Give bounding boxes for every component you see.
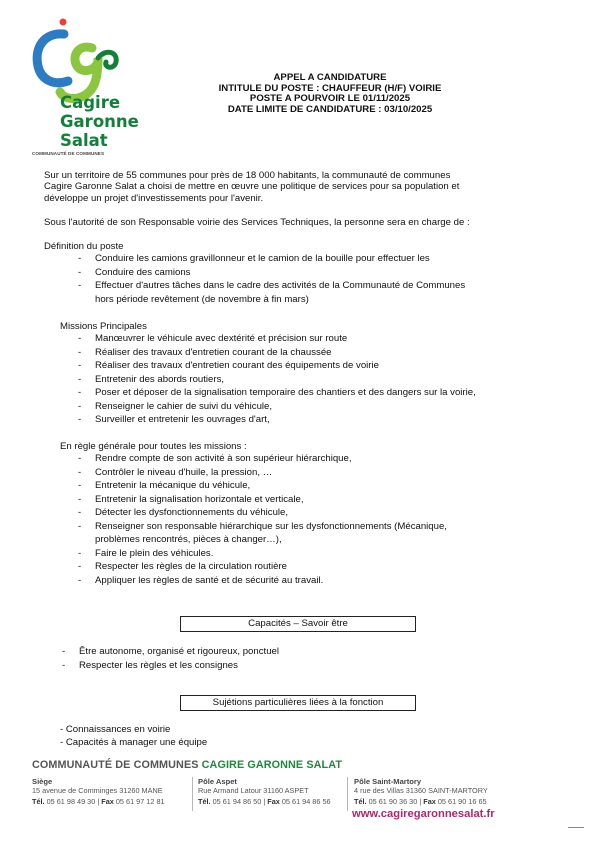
footer-martory: [354, 777, 524, 807]
website-link[interactable]: www.cagiregaronnesalat.fr: [352, 808, 495, 820]
header-line-4: DATE LIMITE DE CANDIDATURE : 03/10/2025: [227, 103, 433, 115]
list-item-continuation: problèmes rencontrés, pièces à changer…),: [95, 534, 282, 545]
footer-divider: [347, 777, 348, 811]
list-item: - Entretenir la signalisation horizontale et verticale,: [78, 493, 447, 507]
list-item: - Détecter les dysfonctionnements du véhicule,: [78, 506, 447, 520]
sujetions-list: [60, 724, 207, 749]
announcement-header: [190, 73, 470, 115]
office-name: Pôle Saint-Martory: [354, 777, 422, 786]
header-line-1: APPEL A CANDIDATURE: [273, 72, 387, 83]
office-phones: Tél. 05 61 90 36 30 | Fax 05 61 90 16 65: [354, 796, 487, 806]
footer-title: [32, 759, 342, 771]
office-phones: Tél. 05 61 98 49 30 | Fax 05 61 97 12 81: [32, 796, 165, 806]
office-name: Siège: [32, 777, 53, 786]
list-item: - Manœuvrer le véhicule avec dextérité et précision sur route: [78, 332, 476, 346]
intro-line-2: Cagire Garonne Salat a choisi de mettre en œuvre une politique de services pour sa population et: [44, 181, 460, 193]
list-item: - Renseigner le cahier de suivi du véhicule,: [78, 400, 476, 414]
list-item: - Respecter les règles et les consignes: [62, 659, 279, 673]
office-name: Pôle Aspet: [198, 777, 237, 786]
missions-list: [78, 332, 476, 427]
capacites-list: [62, 645, 279, 672]
list-item: - Appliquer les règles de santé et de sécurité au travail.: [78, 574, 447, 588]
list-item-continuation: hors période revêtement (de novembre à fin mars): [95, 293, 309, 305]
general-list: [78, 452, 447, 587]
footer-aspet: [198, 777, 348, 807]
footer-title-prefix: COMMUNAUTÉ DE COMMUNES: [32, 759, 202, 771]
authority-text: Sous l'autorité de son Responsable voirie des Services Techniques, la personne sera en charge de :: [44, 217, 470, 228]
list-item: - Capacités à manager une équipe: [60, 736, 208, 748]
header-line-3: POSTE A POURVOIR LE 01/11/2025: [249, 93, 411, 105]
logo: [28, 18, 139, 158]
list-item: - Entretenir la mécanique du véhicule,: [78, 479, 447, 493]
list-item: - Entretenir des abords routiers,: [78, 373, 476, 387]
list-item: - Réaliser des travaux d'entretien courant des équipements de voirie: [78, 359, 476, 373]
logo-word-cagire: Cagire: [60, 93, 121, 112]
footer-divider: [192, 777, 193, 811]
office-address: 15 avenue de Comminges 31260 MANE: [32, 786, 163, 795]
missions-title: Missions Principales: [60, 321, 147, 332]
intro-paragraph: [44, 170, 459, 204]
definition-title: Définition du poste: [44, 241, 124, 252]
list-item: - Conduire des camions: [78, 266, 465, 280]
list-item: - Réaliser des travaux d'entretien courant de la chaussée: [78, 346, 476, 360]
office-address: 4 rue des Villas 31360 SAINT-MARTORY: [354, 786, 488, 795]
footer-siege: [32, 777, 192, 807]
office-phones: Tél. 05 61 94 86 50 | Fax 05 61 94 86 56: [198, 796, 331, 806]
sujetions-box: Sujétions particulières liées à la fonction: [180, 695, 416, 711]
list-item: - Être autonome, organisé et rigoureux, ponctuel: [62, 645, 279, 659]
list-item: - Rendre compte de son activité à son supérieur hiérarchique,: [78, 452, 447, 466]
page-mark: [568, 827, 584, 828]
footer-title-brand: CAGIRE GARONNE SALAT: [201, 759, 343, 771]
list-item: - Connaissances en voirie: [60, 724, 171, 735]
list-item: - Renseigner son responsable hiérarchique sur les dysfonctionnements (Mécanique,: [78, 520, 447, 534]
list-item: - Contrôler le niveau d'huile, la pression, …: [78, 466, 447, 480]
list-item: - Respecter les règles de la circulation routière: [78, 560, 447, 574]
office-address: Rue Armand Latour 31160 ASPET: [198, 786, 309, 795]
capacites-box: Capacités – Savoir être: [180, 616, 416, 632]
list-item: - Faire le plein des véhicules.: [78, 547, 447, 561]
general-title: En règle générale pour toutes les missions :: [60, 441, 247, 452]
list-item: - Effectuer d'autres tâches dans le cadre des activités de la Communauté de Communes: [78, 279, 465, 293]
header-line-2: INTITULE DU POSTE : CHAUFFEUR (H/F) VOIRIE: [218, 82, 442, 94]
list-item: - Poser et déposer de la signalisation temporaire des chantiers et des dangers sur la voirie,: [78, 386, 476, 400]
intro-line-1: Sur un territoire de 55 communes pour près de 18 000 habitants, la communauté de communes: [44, 170, 451, 181]
list-item: - Surveiller et entretenir les ouvrages d'art,: [78, 413, 476, 427]
intro-line-3: développe un projet d'investissements pour l'avenir.: [44, 192, 264, 204]
list-item: - Conduire les camions gravillonneur et le camion de la bouille pour effectuer les: [78, 252, 465, 266]
logo-word-garonne: Garonne: [60, 112, 139, 131]
logo-word-salat: Salat: [60, 131, 108, 150]
definition-list: [78, 252, 465, 306]
logo-subtitle: COMMUNAUTÉ DE COMMUNES: [32, 151, 105, 156]
